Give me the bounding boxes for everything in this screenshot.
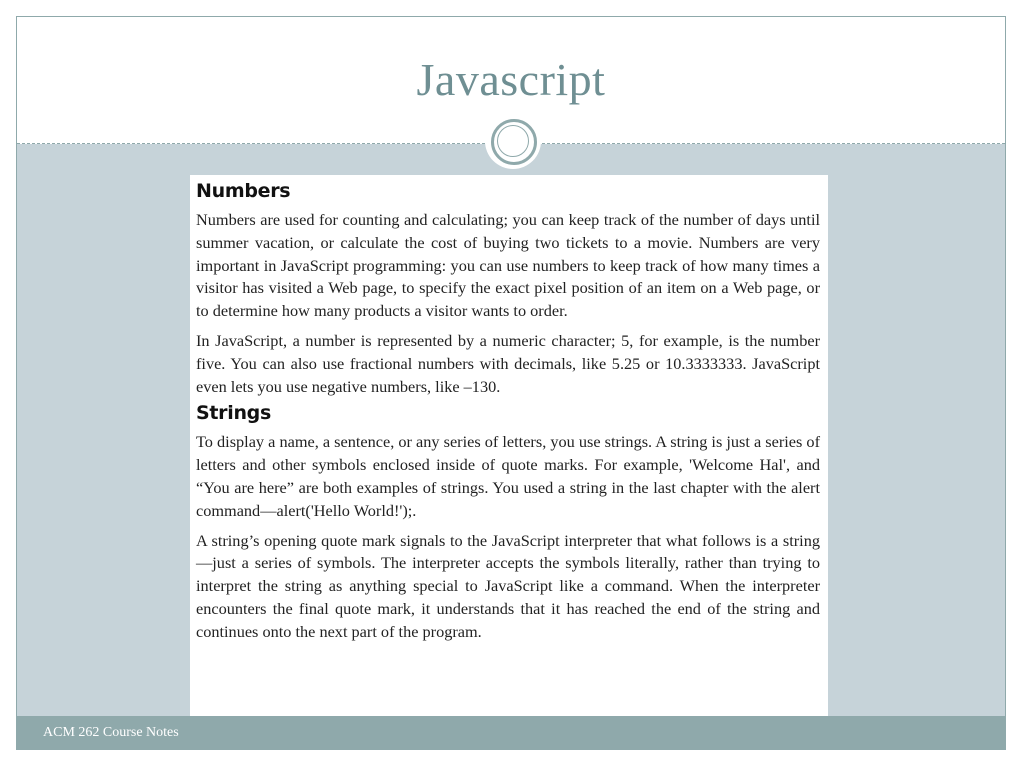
numbers-paragraph-1: Numbers are used for counting and calculating; you can keep track of the number of days until summer vacation, or calculate the cost of buying two tickets to a movie. Numbers are very important in JavaScript programming: you can use numbers to keep track of how many times a visitor has visited a Web page, to specify the exact pixel position of an item on a Web page, or to determine how many products a visitor wants to order.: [196, 210, 820, 321]
strings-paragraph-2: A string’s opening quote mark signals to the JavaScript interpreter that what follows is a string—just a series of symbols. The interpreter accepts the symbols literally, rather than trying to interpret the string as anything special to JavaScript like a command. When the interpreter encounters the final quote mark, it understands that it has reached the end of the string and continues onto the next part of the program.: [196, 530, 820, 641]
slide-title: Javascript: [416, 54, 606, 105]
strings-paragraph-1: To display a name, a sentence, or any series of letters, you use strings. A string is just a series of letters and other symbols enclosed inside of quote marks. For example, 'Welcome Hal', and “You are here” are both examples of strings. You used a string in the last chapter with the alert command—alert('Hello World!');.: [196, 432, 820, 520]
numbers-paragraph-2: In JavaScript, a number is represented by a numeric character; 5, for example, is the number five. You can also use fractional numbers with decimals, like 5.25 or 10.3333333. JavaScript even lets you use negative numbers, like –130.: [196, 330, 820, 396]
footer-course-label: ACM 262 Course Notes: [43, 725, 179, 740]
textbook-excerpt: [190, 175, 828, 716]
circle-ornament-icon: [485, 113, 541, 169]
section-heading-strings: Strings: [196, 402, 271, 425]
slide: [16, 16, 1006, 750]
section-heading-numbers: Numbers: [196, 180, 291, 202]
footer-bar: [17, 716, 1005, 750]
